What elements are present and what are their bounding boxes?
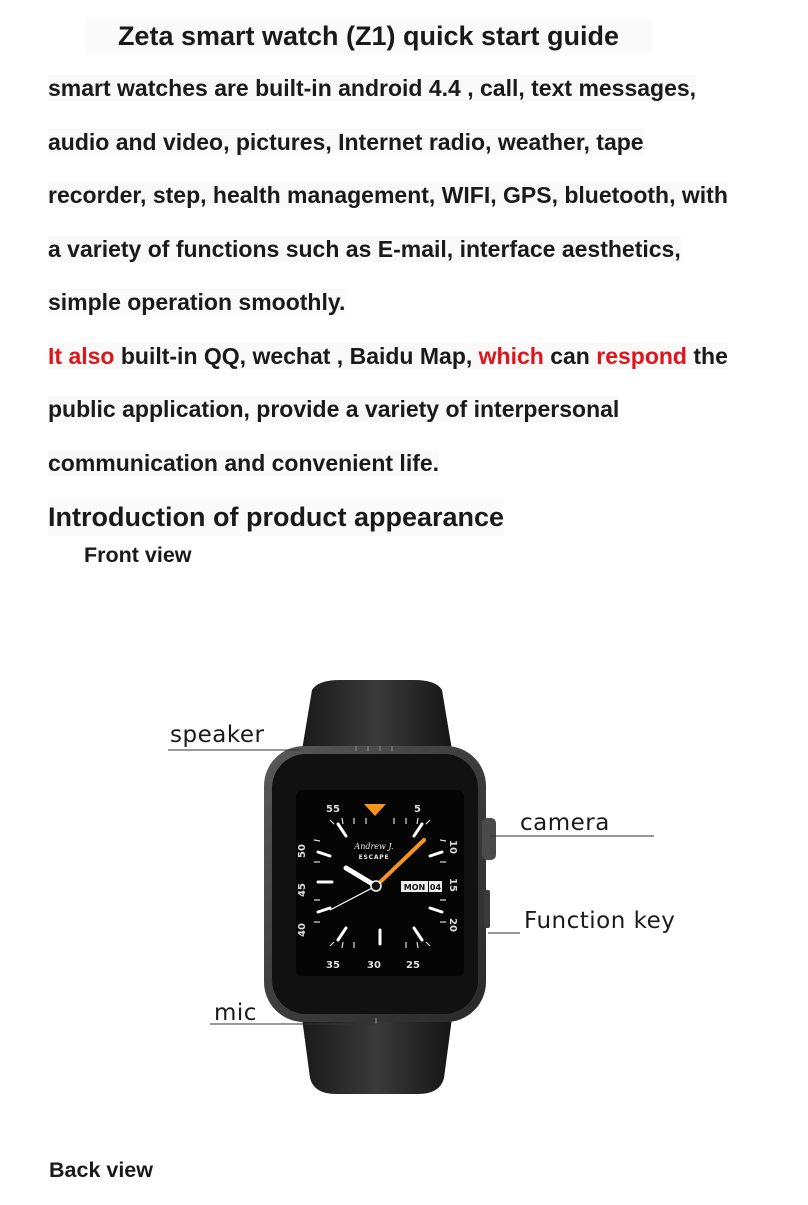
para2-text: built-in QQ, wechat , Baidu Map, bbox=[114, 342, 479, 369]
para2-text: the bbox=[686, 342, 728, 369]
watch-brand-model: ESCAPE bbox=[358, 854, 390, 861]
para2-line: public application, provide a variety of interpersonal bbox=[48, 396, 620, 422]
intro-line: a variety of functions such as E-mail, interface aesthetics, bbox=[48, 235, 681, 262]
highlight-respond: respond bbox=[596, 342, 687, 369]
function-key bbox=[484, 890, 490, 928]
dial-number: 30 bbox=[367, 960, 381, 971]
intro-line: smart watches are built-in android 4.4 , call, text messages, bbox=[48, 75, 697, 101]
dial-number: 25 bbox=[406, 960, 420, 971]
speaker-label: speaker bbox=[170, 722, 265, 748]
para2-text: can bbox=[543, 342, 597, 369]
watch-day: MON bbox=[403, 883, 426, 892]
function-key-label: Function key bbox=[524, 908, 676, 934]
page-title: Zeta smart watch (Z1) quick start guide bbox=[85, 18, 652, 54]
dial-number: 15 bbox=[447, 878, 458, 892]
dial-number: 35 bbox=[326, 960, 340, 971]
para2-line bbox=[48, 343, 728, 369]
watch-front-diagram bbox=[0, 600, 808, 1160]
dial-number: 50 bbox=[297, 844, 308, 858]
mic-label: mic bbox=[214, 1000, 257, 1026]
para2-line: communication and convenient life. bbox=[48, 449, 440, 476]
watch-date: 04 bbox=[429, 883, 442, 892]
watch-strap-top bbox=[302, 680, 452, 750]
highlight-which: which bbox=[478, 342, 544, 369]
dial-number: 10 bbox=[447, 840, 458, 854]
dial-number: 55 bbox=[326, 804, 340, 815]
dial-number: 40 bbox=[297, 923, 308, 937]
dial-number: 45 bbox=[297, 883, 308, 897]
hand-pivot bbox=[371, 881, 381, 891]
intro-line: recorder, step, health management, WIFI, GPS, bluetooth, with bbox=[48, 182, 728, 208]
front-view-label: Front view bbox=[84, 543, 192, 567]
intro-line: audio and video, pictures, Internet radio, weather, tape bbox=[48, 128, 644, 155]
section-heading: Introduction of product appearance bbox=[48, 498, 504, 536]
intro-text bbox=[48, 62, 778, 490]
intro-line: simple operation smoothly. bbox=[48, 289, 346, 315]
camera-label: camera bbox=[520, 810, 610, 836]
camera-crown bbox=[482, 818, 496, 860]
watch-illustration bbox=[0, 600, 808, 1160]
dial-number: 5 bbox=[414, 804, 421, 815]
watch-brand-name: Andrew J. bbox=[354, 842, 394, 851]
dial-number: 20 bbox=[447, 918, 458, 932]
highlight-it-also: It also bbox=[48, 342, 115, 369]
watch-strap-bottom bbox=[302, 1018, 452, 1094]
back-view-label: Back view bbox=[49, 1158, 153, 1182]
